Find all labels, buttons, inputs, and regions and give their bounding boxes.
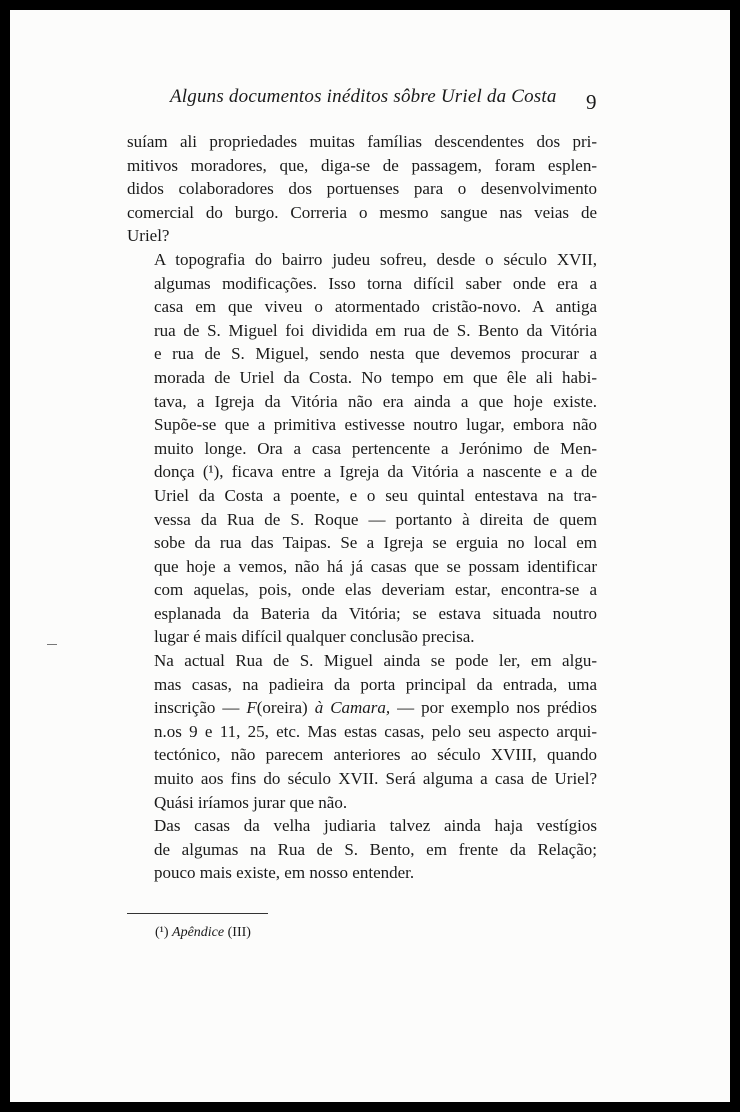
body-text xyxy=(127,130,597,885)
text-line: casa em que viveu o atormentado cristão-novo. A antiga xyxy=(154,297,597,317)
text-line: Supõe-se que a primitiva estivesse noutro lugar, embora não xyxy=(154,415,597,435)
text-line: vessa da Rua de S. Roque — portanto à direita de quem xyxy=(154,509,597,529)
text-line: mas casas, na padieira da porta principal da entrada, uma xyxy=(154,674,597,694)
text-line: sobe da rua das Taipas. Se a Igreja se erguia no local em xyxy=(154,533,597,553)
text-line: n.os 9 e 11, 25, etc. Mas estas casas, pelo seu aspecto arqui- xyxy=(154,721,597,741)
text-line: de algumas na Rua de S. Bento, em frente da Relação; xyxy=(154,839,597,859)
text-line: inscrição — F(oreira) à Camara, — por exemplo nos prédios xyxy=(154,698,598,718)
footnote-text: Apêndice xyxy=(172,925,225,940)
text-line: Uriel da Costa a poente, e o seu quintal entestava na tra- xyxy=(154,485,597,505)
text-line: lugar é mais difícil qualquer conclusão precisa. xyxy=(154,627,475,647)
text-line: muito aos fins do século XVII. Será alguma a casa de Uriel? xyxy=(154,769,597,789)
footnote-marker: (¹) xyxy=(155,925,169,940)
text-line: tava, a Igreja da Vitória não era ainda a que hoje existe. xyxy=(154,391,597,411)
text-line: com aquelas, pois, onde elas deveriam estar, encontra-se a xyxy=(154,580,597,600)
text-line: suíam ali propriedades muitas famílias descendentes dos pri- xyxy=(127,132,597,151)
paragraph xyxy=(127,130,597,248)
text-line: tectónico, não parecem anteriores ao século XVIII, quando xyxy=(154,745,597,765)
text-line: muito longe. Ora a casa pertencente a Jerónimo de Men- xyxy=(154,438,597,458)
text-line: Na actual Rua de S. Miguel ainda se pode ler, em algu- xyxy=(154,651,597,671)
text-line: didos colaboradores dos portuenses para o desenvolvimento xyxy=(127,179,597,199)
text-line: Uriel? xyxy=(127,226,170,246)
text-line: comercial do burgo. Correria o mesmo sangue nas veias de xyxy=(127,202,597,222)
margin-mark xyxy=(47,644,57,645)
text-line: rua de S. Miguel foi dividida em rua de S. Bento da Vitória xyxy=(154,320,597,340)
text-line: e rua de S. Miguel, sendo nesta que devemos procurar a xyxy=(154,344,597,364)
footnote xyxy=(155,925,251,941)
footnote-rule xyxy=(127,913,268,914)
text-line: pouco mais existe, em nosso entender. xyxy=(154,863,415,883)
text-line: Das casas da velha judiaria talvez ainda haja vestígios xyxy=(154,816,597,836)
text-line: A topografia do bairro judeu sofreu, desde o século XVII, xyxy=(154,249,597,269)
text-line: que hoje a vemos, não há já casas que se possam identificar xyxy=(154,556,597,576)
text-line: morada de Uriel da Costa. No tempo em que êle ali habi- xyxy=(154,367,597,387)
paragraph xyxy=(127,649,597,814)
running-head: Alguns documentos inéditos sôbre Uriel da Costa xyxy=(170,86,557,107)
paragraph xyxy=(127,814,597,885)
paragraph xyxy=(127,248,597,649)
text-line: algumas modificações. Isso torna difícil saber onde era a xyxy=(154,273,597,293)
text-line: Quási iríamos jurar que não. xyxy=(154,792,348,812)
text-line: mitivos moradores, que, diga-se de passagem, foram esplen- xyxy=(127,155,597,175)
page xyxy=(10,10,730,1102)
footnote-ref: (III) xyxy=(227,925,251,940)
text-line: donça (¹), ficava entre a Igreja da Vitória a nascente e a de xyxy=(154,462,597,482)
page-number: 9 xyxy=(586,90,597,114)
text-line: esplanada da Bateria da Vitória; se estava situada noutro xyxy=(154,603,597,623)
